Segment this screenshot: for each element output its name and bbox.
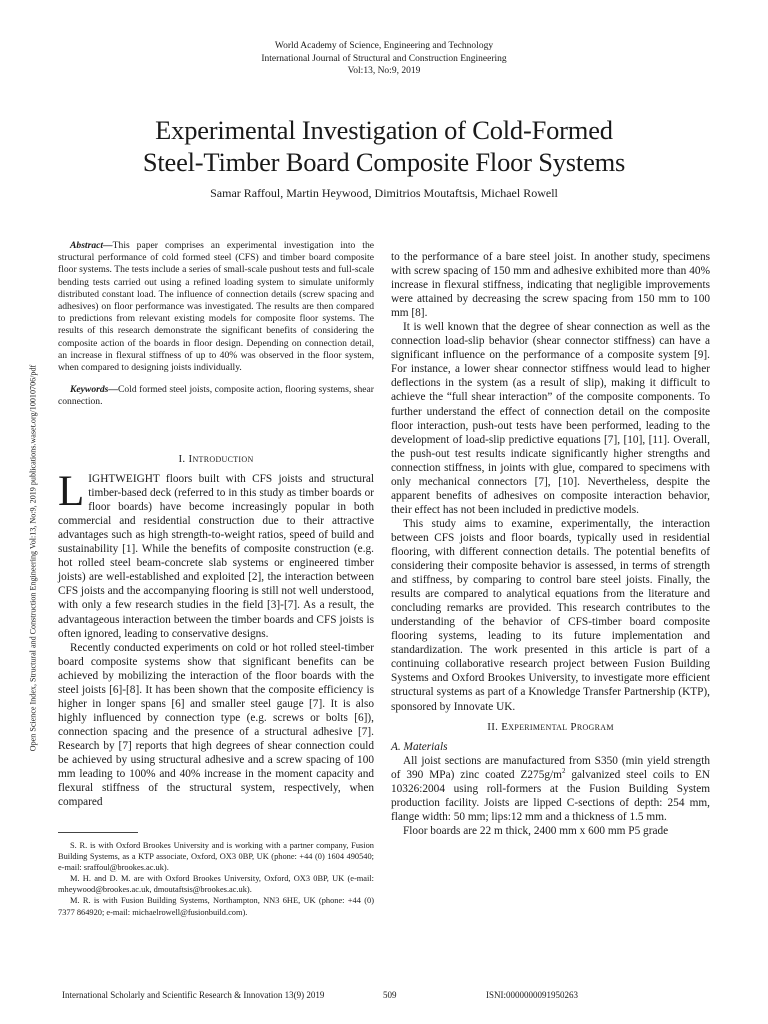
title-line-2: Steel-Timber Board Composite Floor Systems [142,147,626,177]
intro-paragraph-4: This study aims to examine, experimentally, the interaction between CFS joists and floor boards, typically used in residential flooring, with different connection details. The potential benefits of considering their composite behavior is assessed, in terms of strength and stiffness, by comparing to control bare steel joists. Finally, the results are compared to analytical equations from the literature and concluding remarks are provided. This research contributes to the understanding of the behavior of CFS-timber board composite flooring systems, leading to its future implementation and standardization. The work presented in this article is part of a continuing collaborative research project between Fusion Building Systems and Oxford Brookes University, to investigate more efficient structural systems as part of a Knowledge Transfer Partnership (KTP), sponsored by Innovate UK. [391,517,710,713]
title-line-1: Experimental Investigation of Cold-Formed [155,115,613,145]
side-margin-text: Open Science Index, Structural and Construction Engineering Vol:13, No:9, 2019 publications.waset.org/10010706/pdf [28,364,38,752]
journal-header [0,40,768,78]
left-body-column [58,452,374,809]
intro-paragraph-2: Recently conducted experiments on cold or hot rolled steel-timber board composite systems show that significant benefits can be achieved by mobilizing the interaction of the floor boards with the steel joists [6]-[8]. It has been shown that the composite efficiency is higher in longer spans [6] and smaller steel gauge [7]. It is also highly influenced by connection type (e.g. screws or bolts [6]), connection spacing and the presence of a structural adhesive [7]. Research by [7] reports that high degrees of shear connection could be achieved by using structural adhesive and a screw spacing of 100 mm leading to 100% and 40% increase in the moment capacity and flexural stiffness of the structural system, respectively, when compared [58,641,374,809]
keywords-paragraph [58,384,374,408]
keywords-text: Cold formed steel joists, composite action, flooring systems, shear connection. [58,384,374,408]
paper-title [40,114,728,178]
section-heading-experimental-program: II. Experimental Program [487,720,614,733]
subsection-heading-materials: A. Materials [391,740,448,753]
author-list: Samar Raffoul, Martin Heywood, Dimitrios Moutaftsis, Michael Rowell [210,186,558,200]
section-heading-introduction: I. Introduction [178,453,254,465]
side-margin-note [26,306,40,810]
drop-cap: L [58,468,85,516]
abstract-label: Abstract— [70,240,113,251]
page-number: 509 [383,990,397,1000]
intro-paragraph-continued: to the performance of a bare steel joist. In another study, specimens with screw spacing of 150 mm and adhesive exhibited more than 40% increase in flexural stiffness, indicating that negligible improvements were attained by decreasing the screw spacing from 150 mm to 100 mm [8]. [391,251,710,320]
publisher-line: World Academy of Science, Engineering and Technology [274,41,494,51]
volume-line: Vol:13, No:9, 2019 [347,66,421,76]
footnote-1: S. R. is with Oxford Brookes University and is working with a partner company, Fusion Building Systems, as a KTP associate, Oxford, OX3 0BP, UK (phone: +44 (0) 1604 490540; e-mail: sraffoul@brookes.ac.uk). [58,841,374,873]
materials-paragraph-2: Floor boards are 22 m thick, 2400 mm x 600 mm P5 grade [403,824,669,837]
materials-text-a: All joist sections are manufactured from S350 (min yield strength of 390 MPa) zinc coated Z275g/m [391,754,710,781]
footnote-rule [58,832,138,833]
footer-isni: ISNI:0000000091950263 [486,990,578,1000]
materials-text-b: galvanized steel coils to EN 10326:2004 using roll-formers at the Fusion Building System production facility. Joists are lipped C-sections of depth: 254 mm, flange width: 50 mm; lips:12 mm and a thickness of 1.5 mm. [391,768,711,823]
superscript: 2 [561,766,566,775]
abstract-text: This paper comprises an experimental investigation into the structural performance of cold formed steel (CFS) and timber board composite floor systems. The tests include a series of small-scale pushout tests and full-scale bending tests carried out using a refined loading system to simulate uniformly distributed constant load. The influence of connection details (screw spacing and adhesives) on floor performance was investigated. The results are then compared to predictions from relevant existing models for composite floor systems. The results of this research demonstrate the significant benefits of considering the composite action of the boards in floor design. Depending on connection detail, an increase in flexural stiffness of up to 40% was observed in the floor system, when compared to designing joists individually. [58,240,374,374]
keywords-label: Keywords— [70,384,118,396]
intro-paragraph-3: It is well known that the degree of shear connection as well as the connection load-slip behavior (shear connector stiffness) can have a significant influence on the performance of a composite system [9]. For instance, a lower shear connector stiffness would lead to higher deflections in the system (as a result of slip), making it difficult to achieve the “full shear interaction” of the composite components. To further understand the effect of connection detail on the composite floor interaction, push-out tests have been performed, leading to the development of load-slip predictive equations [7], [10], [11]. Overall, the push-out test results indicate significantly higher strengths and connection stiffness, in joints with glue, compared to specimens with only mechanical connectors [7], [10]. Nevertheless, despite the apparent benefits of adhesives on composite interaction behavior, their effect has not been included in predictive models. [391,321,710,516]
footer-publisher: International Scholarly and Scientific Research & Innovation 13(9) 2019 [62,990,325,1000]
footnote-3: M. R. is with Fusion Building Systems, Northampton, NN3 6HE, UK (phone: +44 (0) 7377 864920; e-mail: michaelrowell@fusionbuild.com). [58,896,374,917]
journal-name: International Journal of Structural and Construction Engineering [261,53,507,64]
materials-paragraph-1 [391,754,710,824]
footnote-2: M. H. and D. M. are with Oxford Brookes University, Oxford, OX3 0BP, UK (e-mail: mheywood@brookes.ac.uk, dmoutaftsis@brookes.ac.uk). [58,874,374,895]
footnotes [58,840,374,918]
intro-paragraph-1-text: IGHTWEIGHT floors built with CFS joists and structural timber-based deck (referred to in this study as timber boards or floor boards) have become increasingly popular in both commercial and residential construction due to their attractive advantages such as high strength-to-weight ratios, speed of build and sustainability [1]. While the benefits of composite construction (e.g. hot rolled steel beam-concrete slab systems or engineered timber joists) are well-established and exploited [2], the interaction between CFS joists and the accompanying flooring is still not well understood, with only a few research studies in the field [3]-[7]. As a result, the advantageous interaction between the timber boards and CFS joists is often ignored, leading to conservative designs. [58,473,374,640]
abstract-block [58,240,374,409]
intro-paragraph-1 [58,468,374,641]
abstract-paragraph [58,240,374,374]
right-body-column [391,250,710,838]
